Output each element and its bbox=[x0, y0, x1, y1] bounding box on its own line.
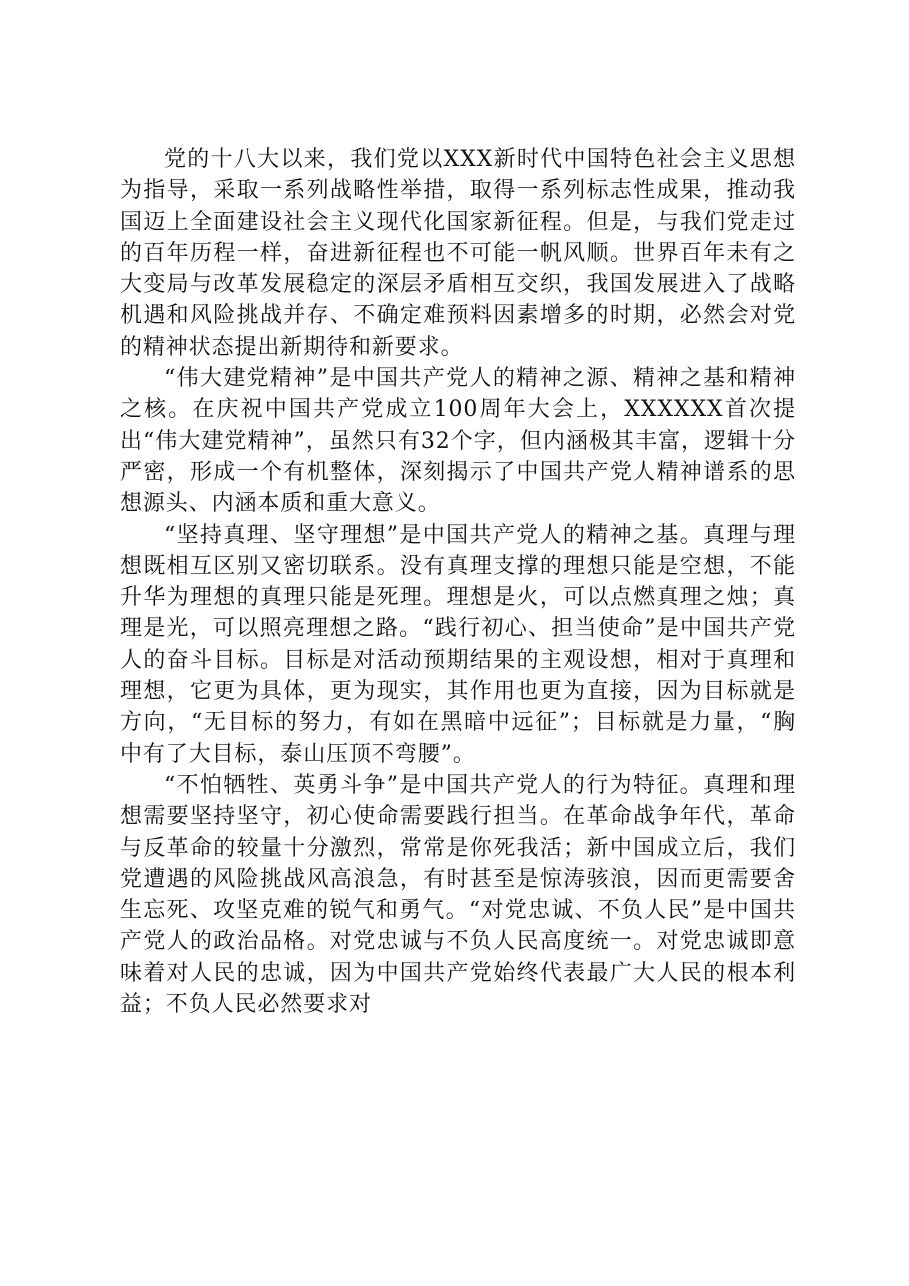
document-page bbox=[120, 144, 796, 1020]
paragraph-4: “不怕牺牲、英勇斗争”是中国共产党人的行为特征。真理和理想需要坚持坚守，初心使命需要践行担当。在革命战争年代，革命与反革命的较量十分激烈，常常是你死我活；新中国成立后，我们党遭遇的风险挑战风高浪急，有时甚至是惊涛骇浪，因而更需要舍生忘死、攻坚克难的锐气和勇气。“对党忠诚、不负人民”是中国共产党人的政治品格。对党忠诚与不负人民高度统一。对党忠诚即意味着对人民的忠诚，因为中国共产党始终代表最广大人民的根本利益；不负人民必然要求对 bbox=[120, 772, 796, 1018]
paragraph-1: 党的十八大以来，我们党以XXX新时代中国特色社会主义思想为指导，采取一系列战略性举措，取得一系列标志性成果，推动我国迈上全面建设社会主义现代化国家新征程。但是，与我们党走过的百年历程一样，奋进新征程也不可能一帆风顺。世界百年未有之大变局与改革发展稳定的深层矛盾相互交织，我国发展进入了战略机遇和风险挑战并存、不确定难预料因素增多的时期，必然会对党的精神状态提出新期待和新要求。 bbox=[120, 147, 796, 360]
paragraph-2: “伟大建党精神”是中国共产党人的精神之源、精神之基和精神之核。在庆祝中国共产党成立100周年大会上，XXXXXX首次提出“伟大建党精神”，虽然只有32个字，但内涵极其丰富，逻辑十分严密，形成一个有机整体，深刻揭示了中国共产党人精神谱系的思想源头、内涵本质和重大意义。 bbox=[120, 366, 796, 517]
paragraph-3: “坚持真理、坚守理想”是中国共产党人的精神之基。真理与理想既相互区别又密切联系。没有真理支撑的理想只能是空想，不能升华为理想的真理只能是死理。理想是火，可以点燃真理之烛；真理是光，可以照亮理想之路。“践行初心、担当使命”是中国共产党人的奋斗目标。目标是对活动预期结果的主观设想，相对于真理和理想，它更为具体，更为现实，其作用也更为直接，因为目标就是方向，“无目标的努力，有如在黑暗中远征”；目标就是力量，“胸中有了大目标，泰山压顶不弯腰”。 bbox=[120, 522, 796, 767]
